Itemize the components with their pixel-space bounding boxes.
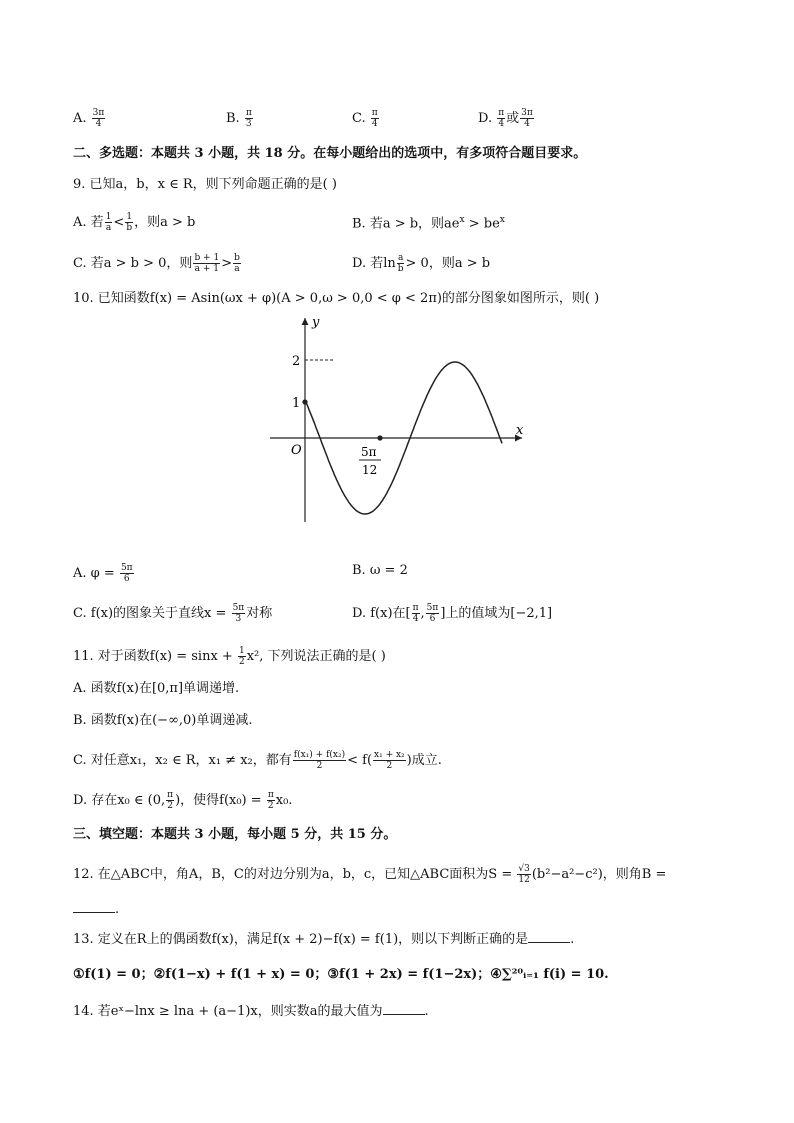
q13-answer-blank[interactable] [528, 941, 570, 943]
fraction: $\frac{\pi}{3}$ [245, 108, 252, 129]
q14-answer-blank[interactable] [383, 1013, 425, 1015]
q11-stem: 11. 对于函数f(x) = sinx + $\frac{1}{2}$ x², 下列说法正确的是( ) [73, 646, 386, 667]
y-tick-1: 1 [292, 396, 301, 411]
x-tick-denominator: 12 [362, 463, 378, 477]
sine-graph [260, 310, 540, 530]
zero-point [377, 435, 382, 440]
q10-option-d: D. f(x)在[ $\frac{\pi}{4}$ , $\frac{5\pi}{6}$ ]上的值域为[−2,1] [352, 603, 553, 624]
fraction: $\frac{\pi}{4}$ [498, 108, 505, 129]
q11-option-b: B. 函数f(x)在(−∞,0)单调递减. [73, 713, 253, 728]
q9-option-b: B. 若a > b，则$ae^x > be^x$ [352, 215, 505, 232]
q9-option-c: C. 若a > b > 0，则 $\frac{b + 1}{a + 1}$ > $\frac{b}{a}$ [73, 253, 240, 274]
q10-option-c: C. f(x)的图象关于直线x = $\frac{5\pi}{3}$ 对称 [73, 603, 273, 624]
q10-stem: 10. 已知函数f(x) = Asin(ωx + φ)(A > 0,ω > 0,0 < φ < 2π)的部分图象如图所示，则( ) [73, 291, 600, 306]
x-tick-numerator: 5π [361, 445, 377, 459]
y-intercept-point [302, 399, 307, 404]
q11-option-c: C. 对任意x₁，x₂ ∈ R，x₁ ≠ x₂，都有 $\frac{\text{f(x₁) + f(x₂)}}{2}$ < f( $\frac{\text{x₁ + x₂}}{2}$ )成立. [73, 750, 442, 771]
x-axis-label: x [516, 423, 524, 438]
q12-stem: 12. 在△ABC中，角A，B，C的对边分别为a，b，c，已知△ABC面积为S = $\frac{√3}{12}$ (b²−a²−c²)，则角B = [73, 864, 667, 885]
q9-option-d: D. 若ln $\frac{a}{b}$ > 0，则a > b [352, 253, 491, 274]
origin-label: O [291, 443, 302, 458]
q11-option-a: A. 函数f(x)在[0,π]单调递增. [73, 681, 240, 696]
y-axis-label: y [312, 315, 320, 330]
y-tick-2: 2 [292, 354, 301, 369]
q14-stem: 14. 若eˣ−lnx ≥ lna + (a−1)x，则实数a的最大值为 . [73, 1004, 429, 1019]
q8-option-d: D. $\frac{\pi}{4}$ 或 $\frac{3\pi}{4}$ [478, 108, 533, 129]
q9-option-a: A. 若 $\frac{1}{a}$ < $\frac{1}{b}$ ，则a > b [73, 212, 196, 233]
section-3-heading: 三、填空题：本题共 3 小题，每小题 5 分，共 15 分。 [73, 827, 397, 842]
q8-option-a: A. $\frac{3\pi}{4}$ [73, 108, 105, 129]
q12-answer-blank[interactable]: . [73, 902, 119, 918]
q13-items: ①f(1) = 0；②f(1−x) + f(1 + x) = 0；③f(1 + 2x) = f(1−2x)；④∑²⁰ᵢ₌₁ f(i) = 10. [73, 967, 609, 982]
q9-stem: 9. 已知a，b，x ∈ R，则下列命题正确的是( ) [73, 177, 337, 192]
fraction: $\frac{3\pi}{4}$ [521, 108, 533, 129]
q10-option-a: A. φ = $\frac{5\pi}{6}$ [73, 563, 133, 584]
q11-option-d: D. 存在x₀ ∈ (0, $\frac{\pi}{2}$ )，使得f(x₀) = $\frac{\pi}{2}$ x₀. [73, 790, 293, 811]
q8-option-b: B. $\frac{\pi}{3}$ [226, 108, 252, 129]
q10-option-b: B. ω = 2 [352, 563, 408, 578]
fraction: $\frac{3\pi}{4}$ [92, 108, 105, 129]
q8-option-c: C. $\frac{\pi}{4}$ [352, 108, 378, 129]
section-2-heading: 二、多选题：本题共 3 小题，共 18 分。在每小题给出的选项中，有多项符合题目要求。 [73, 146, 587, 161]
fraction: $\frac{\pi}{4}$ [371, 108, 378, 129]
q13-stem: 13. 定义在R上的偶函数f(x)，满足f(x + 2)−f(x) = f(1)，则以下判断正确的是 . [73, 932, 575, 947]
